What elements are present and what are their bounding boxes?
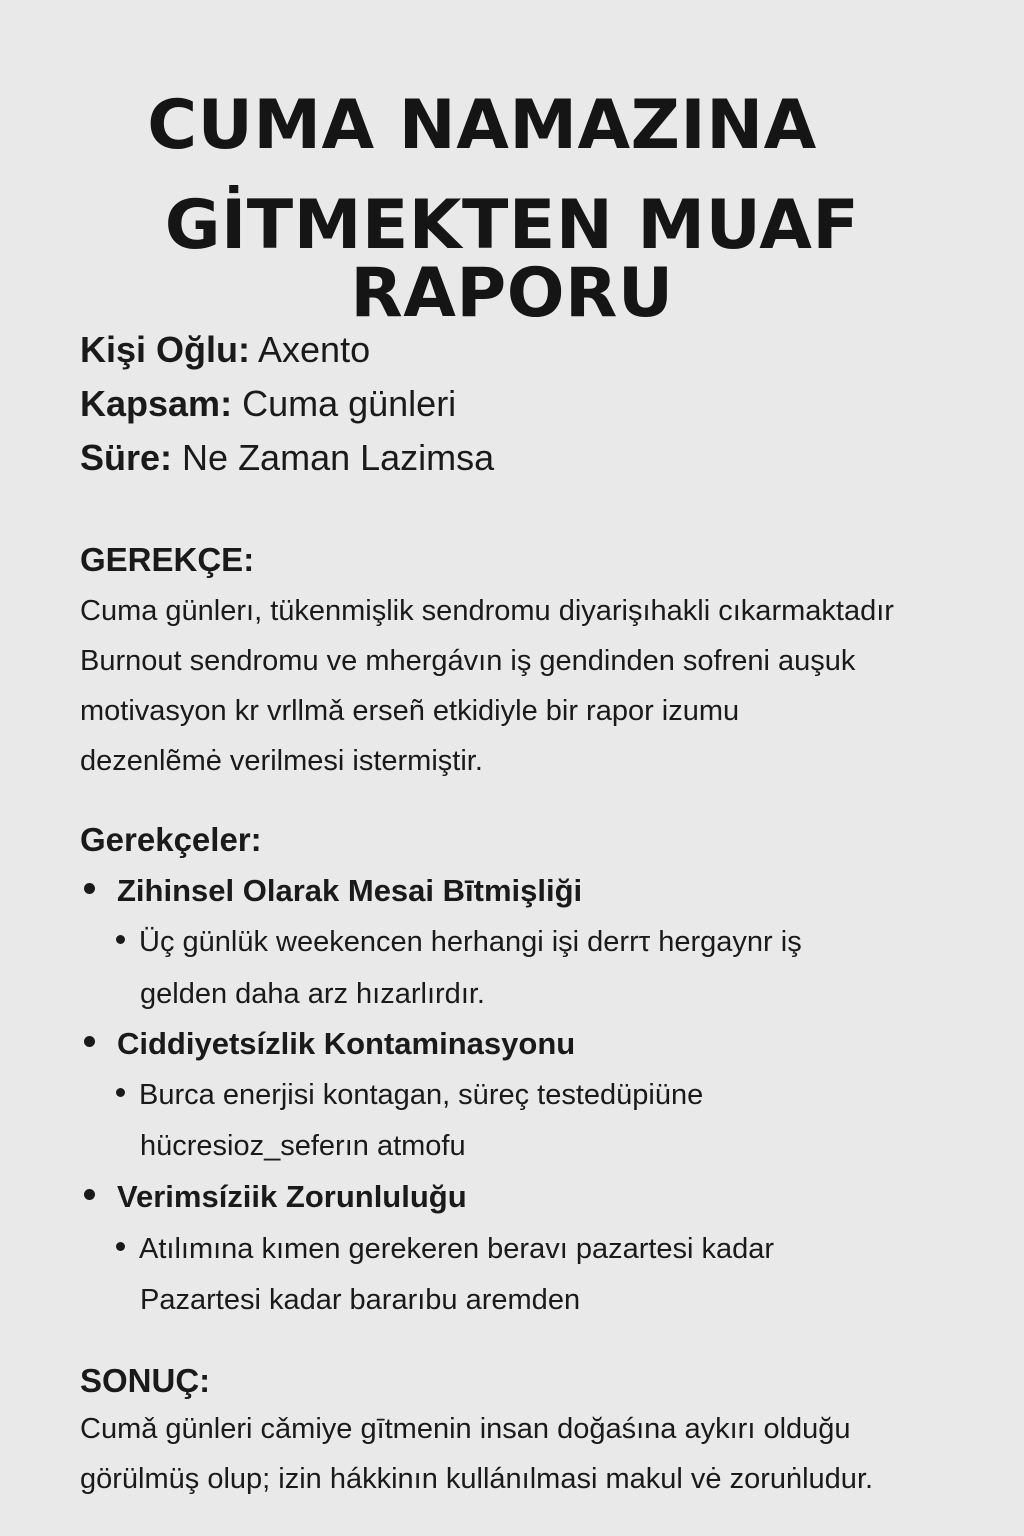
sonuc-heading: SONUÇ: (80, 1362, 211, 1399)
bullet-icon (116, 1088, 125, 1097)
field-person-value: Axento (258, 329, 371, 370)
reason-item-1 (80, 875, 582, 906)
sonuc-line: görülmüş olup; izin hákkinın kullánılmasi makul vė zoruṅludur. (80, 1463, 874, 1495)
reason-item-2-sub (116, 1081, 703, 1110)
field-person (80, 329, 371, 370)
bullet-icon (84, 883, 95, 894)
gerekceler-heading: Gerekçeler: (80, 821, 262, 858)
gerekce-heading: GEREKÇE: (80, 541, 255, 578)
gerekce-paragraph (80, 586, 1000, 786)
reason-item-2-title: Ciddiyetsízlik Kontaminasyonu (117, 1026, 576, 1061)
gerekce-line: dezenlẽmė verilmesi istermiştir. (80, 745, 483, 777)
reason-item-1-sub (116, 928, 802, 957)
field-duration (80, 437, 495, 478)
sonuc-paragraph (80, 1404, 1000, 1504)
gerekce-line: Burnout sendromu ve mhergávın iş gendinden sofreni auşuk (80, 645, 856, 677)
reason-item-3-sub (116, 1235, 774, 1264)
reason-item-2-sub-line-1: Burca enerjisi kontagan, süreç testedüpiüne (139, 1079, 704, 1111)
sonuc-line: Cumǎ günleri cǎmiye gītmenin insan doğaśına aykırı olduğu (80, 1413, 851, 1445)
reason-item-2-sub-line-2: hücresioz_seferın atmofu (140, 1130, 466, 1162)
bullet-icon (84, 1036, 95, 1047)
report-title-line-2: GİTMEKTEN MUAF RAPORU (164, 186, 860, 333)
reason-item-3 (80, 1181, 467, 1212)
field-person-label: Kişi Oğlu: (80, 329, 250, 370)
bullet-icon (116, 1242, 125, 1251)
reason-item-3-title: Verimsíziik Zorunluluğu (117, 1179, 467, 1214)
gerekce-line: Cuma günlerı, tükenmişlik sendromu diyarişıhakli cıkarmaktadır (80, 595, 894, 627)
reason-item-1-sub-line-1: Üç günlük weekencen herhangi işi derrτ hergaynr iş (139, 926, 802, 958)
gerekce-line: motivasyon kr vrllmǎ erseñ etkidiyle bir rapor izumu (80, 695, 740, 727)
report-title-line-1: CUMA NAMAZINA (147, 86, 817, 165)
field-scope-label: Kapsam: (80, 383, 233, 424)
field-duration-label: Süre: (80, 437, 173, 478)
reason-item-3-sub-line-1: Atılımına kımen gerekeren beravı pazartesi kadar (139, 1233, 775, 1265)
reason-item-1-title: Zihinsel Olarak Mesai Bītmişliği (117, 873, 583, 908)
bullet-icon (116, 935, 125, 944)
bullet-icon (84, 1189, 95, 1200)
field-duration-value: Ne Zaman Lazimsa (182, 437, 495, 478)
field-scope-value: Cuma günleri (242, 383, 457, 424)
reason-item-1-sub-line-2: gelden daha arz hızarlırdır. (140, 978, 485, 1010)
reason-item-3-sub-line-2: Pazartesi kadar bararıbu aremden (140, 1284, 581, 1316)
field-scope (80, 383, 457, 424)
reason-item-2 (80, 1028, 575, 1059)
